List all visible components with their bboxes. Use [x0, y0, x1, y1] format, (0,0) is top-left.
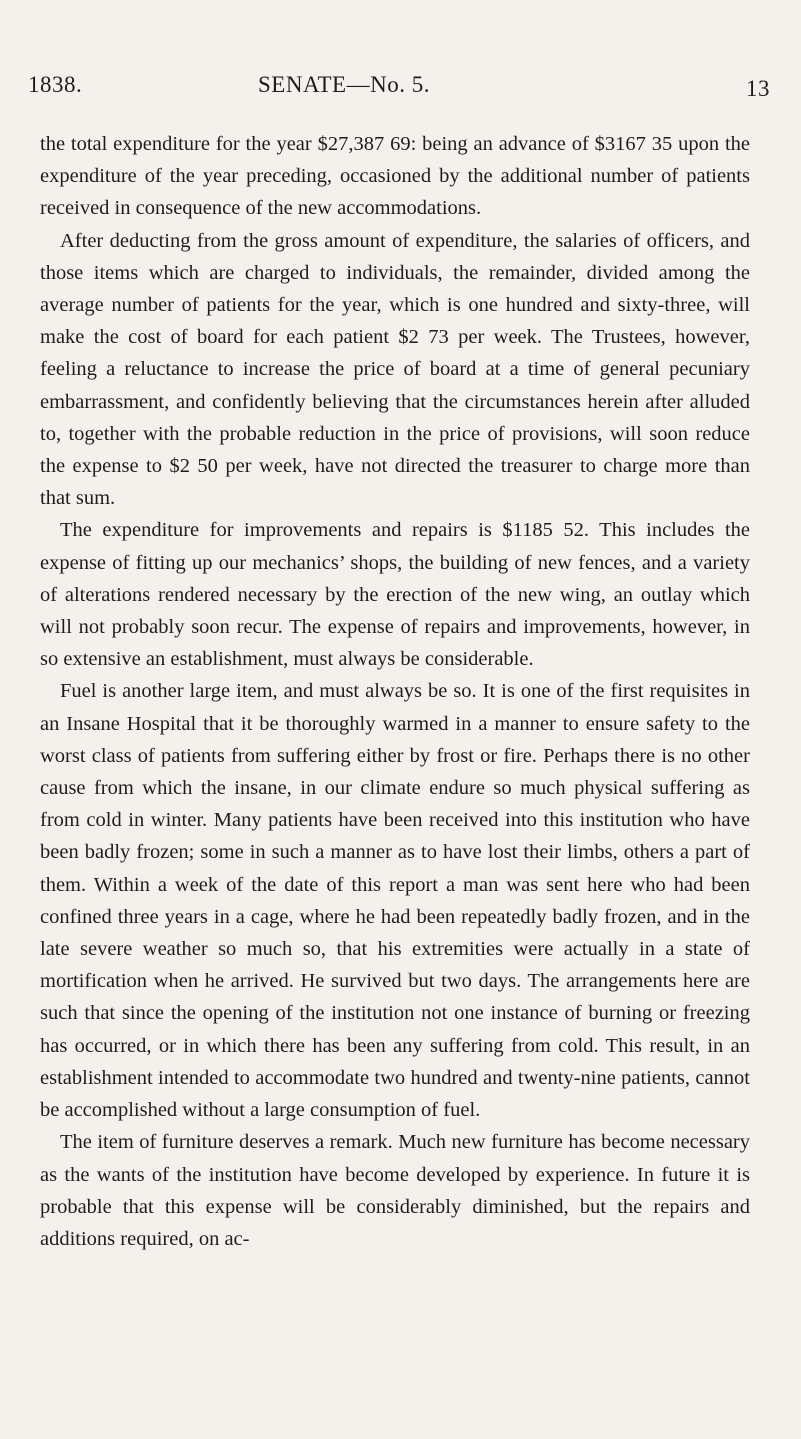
paragraph-fuel: Fuel is another large item, and must always be so. It is one of the first requisites in an Insane Hospital that it be thoroughly warmed in a manner to ensure safety to the worst class of patients from suffering either by frost or fire. Perhaps there is no other cause from which the insane, in our climate endure so much physical suffering as from cold in winter. Many patients have been received into this institution who have been badly frozen; some in such a manner as to have lost their limbs, others a part of them. Within a week of the date of this report a man was sent here who had been confined three years in a cage, where he had been repeatedly badly frozen, and in the late severe weather so much so, that his extremities were actually in a state of mortification when he arrived. He survived but two days. The arrangements here are such that since the opening of the institution not one instance of burning or freezing has occurred, or in which there has been any suffering from cold. This result, in an establishment intended to accommodate two hundred and twenty-nine patients, cannot be accomplished without a large consumption of fuel. — [40, 680, 750, 1122]
paragraph-board-cost: After deducting from the gross amount of expenditure, the salaries of officers, and those items which are charged to individuals, the remainder, divided among the average number of patients for the year, which is one hundred and sixty-three, will make the cost of board for each patient $2 73 per week. The Trustees, however, feeling a reluctance to increase the price of board at a time of general pecuniary embarrassment, and confidently believing that the circumstances herein after alluded to, together with the probable reduction in the price of provisions, will soon reduce the expense to $2 50 per week, have not directed the treasurer to charge more than that sum. — [40, 229, 750, 510]
header-year: 1838. — [28, 72, 83, 97]
body-text — [40, 128, 750, 1255]
paragraph-furniture: The item of furniture deserves a remark. Much new furniture has become necessary as the wants of the institution have become developed by experience. In future it is probable that this expense will be considerably diminished, but the repairs and additions required, on ac- — [40, 1131, 750, 1250]
page-number: 13 — [746, 76, 770, 101]
paragraph-improvements: The expenditure for improvements and repairs is $1185 52. This includes the expense of fitting up our mechanics’ shops, the building of new fences, and a variety of alterations rendered necessary by the erection of the new wing, an outlay which will not probably soon recur. The expense of repairs and improvements, however, in so extensive an establishment, must always be considerable. — [40, 519, 750, 671]
header-document-title: SENATE—No. 5. — [258, 72, 430, 97]
page-header — [28, 72, 770, 108]
paragraph-continuation: the total expenditure for the year $27,387 69: being an advance of $3167 35 upon the expenditure of the year preceding, occasioned by the additional number of patients received in consequence of the new accommodations. — [40, 133, 750, 220]
